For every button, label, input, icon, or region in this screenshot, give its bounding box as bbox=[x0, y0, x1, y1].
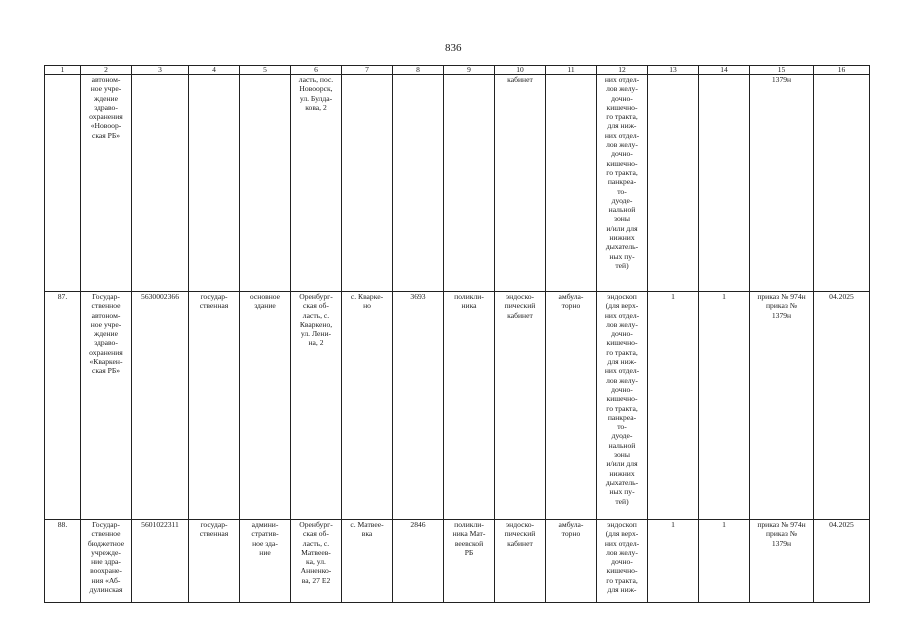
col-num-5: 5 bbox=[240, 66, 291, 75]
organization-name: автоном- ное учре- ждение здраво- охранения «Новоор- ская РБ» bbox=[81, 75, 132, 292]
settlement: с. Матвее- вка bbox=[342, 520, 393, 603]
page-number: 836 bbox=[445, 42, 462, 54]
address: ласть, пос. Новоорск, ул. Булда- кова, 2 bbox=[291, 75, 342, 292]
address: Оренбург- ская об- ласть, с. Матвеев- ка, ул. Анненко- ва, 27 Е2 bbox=[291, 520, 342, 603]
equipment: них отдел- лов желу- дочно- кишечно- го тракта, для ниж- них отдел- лов желу- дочно- кишечно- го тракта, панкреа- то- дуоде- нальной зоны и/или для нижних дыхатель- ных пу- тей) bbox=[597, 75, 648, 292]
regulation: приказ № 974н приказ № 1379н bbox=[750, 292, 814, 520]
column-number-row bbox=[45, 66, 870, 75]
ownership-form: государ- ственная bbox=[189, 292, 240, 520]
ownership-form: государ- ственная bbox=[189, 520, 240, 603]
table-row bbox=[45, 520, 870, 603]
col-num-12: 12 bbox=[597, 66, 648, 75]
settlement: с. Кварке- но bbox=[342, 292, 393, 520]
deadline bbox=[814, 75, 870, 292]
quantity-required: 1 bbox=[648, 520, 699, 603]
population: 2846 bbox=[393, 520, 444, 603]
building-type bbox=[240, 75, 291, 292]
settlement bbox=[342, 75, 393, 292]
inn bbox=[132, 75, 189, 292]
row-number: 88. bbox=[45, 520, 81, 603]
equipment: эндоскоп (для верх- них отдел- лов желу- дочно- кишечно- го тракта, для ниж- них отдел- лов желу- дочно- кишечно- го тракта, панкреа- то- дуоде- нальной зоны и/или для нижних дыхатель- ных пу- тей) bbox=[597, 292, 648, 520]
quantity-required: 1 bbox=[648, 292, 699, 520]
table-row bbox=[45, 292, 870, 520]
regulation: 1379н bbox=[750, 75, 814, 292]
organization-name: Государ- ственное бюджетное учрежде- ние здра- воохране- ния «Аб- дулинская bbox=[81, 520, 132, 603]
ownership-form bbox=[189, 75, 240, 292]
col-num-8: 8 bbox=[393, 66, 444, 75]
department: эндоско- пический кабинет bbox=[495, 520, 546, 603]
col-num-13: 13 bbox=[648, 66, 699, 75]
col-num-14: 14 bbox=[699, 66, 750, 75]
table-row bbox=[45, 75, 870, 292]
inn: 5630002366 bbox=[132, 292, 189, 520]
quantity-planned: 1 bbox=[699, 520, 750, 603]
address: Оренбург- ская об- ласть, с. Кваркено, ул. Лени- на, 2 bbox=[291, 292, 342, 520]
population bbox=[393, 75, 444, 292]
col-num-11: 11 bbox=[546, 66, 597, 75]
department: кабинет bbox=[495, 75, 546, 292]
col-num-7: 7 bbox=[342, 66, 393, 75]
deadline: 04.2025 bbox=[814, 520, 870, 603]
col-num-1: 1 bbox=[45, 66, 81, 75]
col-num-15: 15 bbox=[750, 66, 814, 75]
col-num-9: 9 bbox=[444, 66, 495, 75]
register-table bbox=[44, 65, 870, 603]
equipment: эндоскоп (для верх- них отдел- лов желу- дочно- кишечно- го тракта, для ниж- bbox=[597, 520, 648, 603]
care-conditions: амбула- торно bbox=[546, 520, 597, 603]
department: эндоско- пический кабинет bbox=[495, 292, 546, 520]
care-conditions bbox=[546, 75, 597, 292]
row-number: 87. bbox=[45, 292, 81, 520]
building-type: основное здание bbox=[240, 292, 291, 520]
unit-type bbox=[444, 75, 495, 292]
population: 3693 bbox=[393, 292, 444, 520]
quantity-planned bbox=[699, 75, 750, 292]
building-type: админи- стратив- ное зда- ние bbox=[240, 520, 291, 603]
quantity-required bbox=[648, 75, 699, 292]
col-num-3: 3 bbox=[132, 66, 189, 75]
col-num-6: 6 bbox=[291, 66, 342, 75]
care-conditions: амбула- торно bbox=[546, 292, 597, 520]
row-number bbox=[45, 75, 81, 292]
col-num-4: 4 bbox=[189, 66, 240, 75]
col-num-2: 2 bbox=[81, 66, 132, 75]
regulation: приказ № 974н приказ № 1379н bbox=[750, 520, 814, 603]
organization-name: Государ- ственное автоном- ное учре- ждение здраво- охранения «Кваркен- ская РБ» bbox=[81, 292, 132, 520]
col-num-10: 10 bbox=[495, 66, 546, 75]
unit-type: поликли- ника bbox=[444, 292, 495, 520]
col-num-16: 16 bbox=[814, 66, 870, 75]
quantity-planned: 1 bbox=[699, 292, 750, 520]
inn: 5601022311 bbox=[132, 520, 189, 603]
deadline: 04.2025 bbox=[814, 292, 870, 520]
unit-type: поликли- ника Мат- веевской РБ bbox=[444, 520, 495, 603]
